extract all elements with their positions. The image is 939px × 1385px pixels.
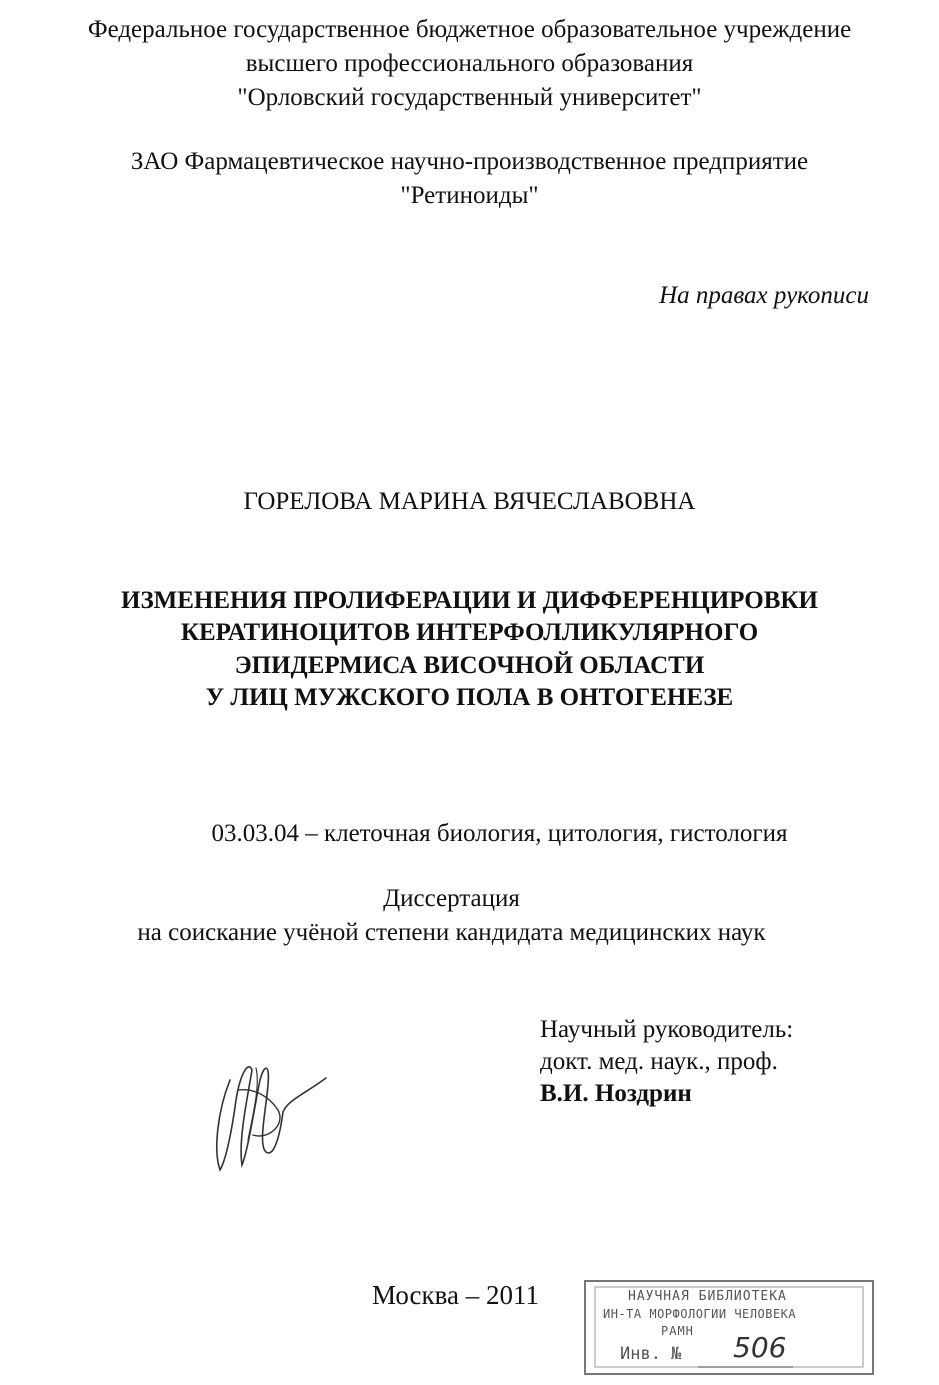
institution-line-2: высшего профессионального образования <box>245 50 694 77</box>
city-year: Москва – 2011 <box>372 1280 539 1310</box>
work-type: Диссертация <box>383 885 520 912</box>
author-name: ГОРЕЛОВА МАРИНА ВЯЧЕСЛАВОВНА <box>243 488 696 515</box>
company-line-2: "Ретиноиды" <box>400 182 539 209</box>
supervisor-name: В.И. Ноздрин <box>540 1080 692 1107</box>
handwritten-signature <box>208 1040 348 1180</box>
supervisor-label: Научный руководитель: <box>540 1016 794 1043</box>
title-line-1: ИЗМЕНЕНИЯ ПРОЛИФЕРАЦИИ И ДИФФЕРЕНЦИРОВКИ <box>121 587 818 614</box>
institution-line-1: Федеральное государственное бюджетное образовательное учреждение <box>87 16 852 43</box>
institution-line-3: "Орловский государственный университет" <box>237 84 702 111</box>
stamp-line-2: ИН-ТА МОРФОЛОГИИ ЧЕЛОВЕКА <box>603 1307 797 1321</box>
stamp-line-1: НАУЧНАЯ БИБЛИОТЕКА <box>628 1289 787 1304</box>
specialty: 03.03.04 – клеточная биология, цитология, гистология <box>211 820 788 847</box>
degree: на соискание учёной степени кандидата медицинских наук <box>137 919 766 946</box>
title-line-2: КЕРАТИНОЦИТОВ ИНТЕРФОЛЛИКУЛЯРНОГО <box>180 619 759 646</box>
stamp-inv-number: 506 <box>733 1331 787 1364</box>
title-line-4: У ЛИЦ МУЖСКОГО ПОЛА В ОНТОГЕНЕЗЕ <box>205 684 734 711</box>
stamp-inv-label: Инв. № <box>620 1344 682 1364</box>
company-line-1: ЗАО Фармацевтическое научно-производственное предприятие <box>130 148 809 175</box>
rights-note: На правах рукописи <box>659 282 869 309</box>
library-stamp <box>583 1279 875 1376</box>
supervisor-block <box>540 1014 793 1110</box>
stamp-line-3: РАМН <box>661 1324 694 1338</box>
title-line-3: ЭПИДЕРМИСА ВИСОЧНОЙ ОБЛАСТИ <box>234 652 705 679</box>
supervisor-credentials: докт. мед. наук., проф. <box>540 1048 778 1075</box>
